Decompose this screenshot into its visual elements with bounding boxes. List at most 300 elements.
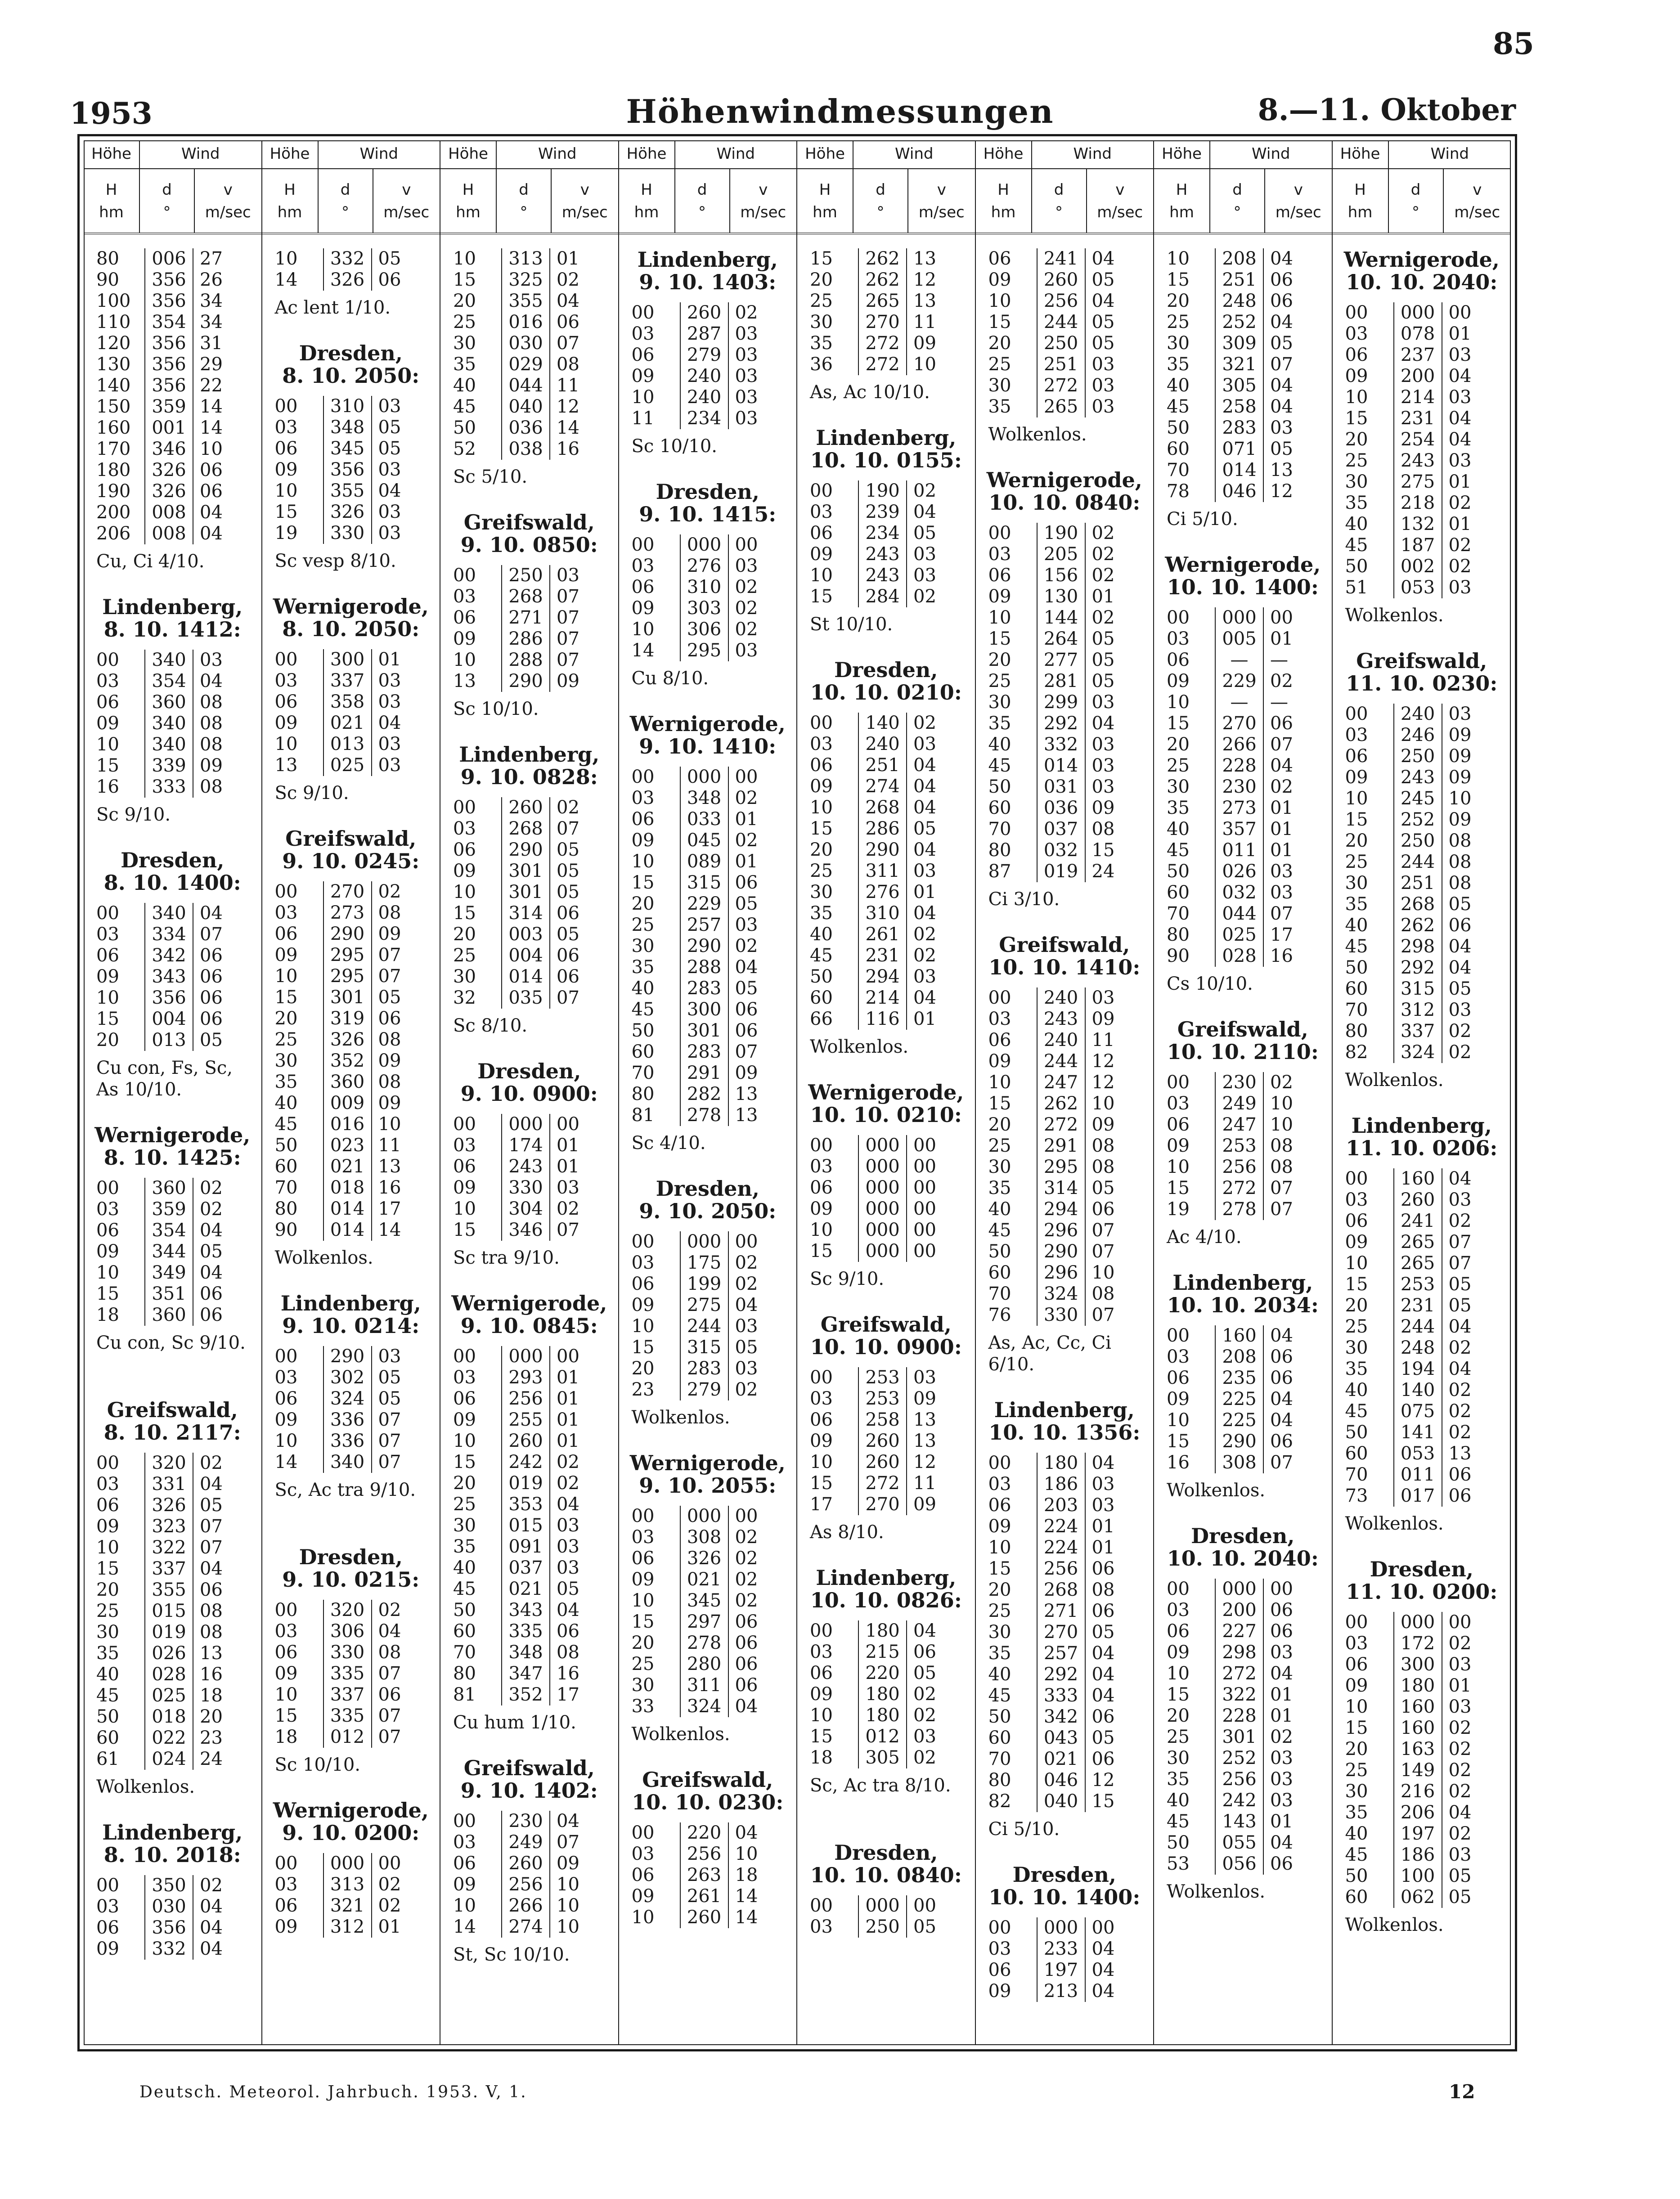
height-value: 09 bbox=[1345, 1232, 1368, 1252]
height-value: 87 bbox=[988, 861, 1011, 882]
header-wind: Wind bbox=[538, 145, 577, 163]
speed-value: 04 bbox=[1448, 1316, 1472, 1337]
height-value: 09 bbox=[631, 1295, 655, 1315]
header-wind: Wind bbox=[895, 145, 934, 163]
direction-value: 026 bbox=[144, 1643, 193, 1664]
speed-value: 01 bbox=[557, 1431, 579, 1451]
data-row bbox=[1333, 1760, 1511, 1781]
direction-value: 046 bbox=[1215, 481, 1264, 502]
height-value: 60 bbox=[96, 1728, 119, 1748]
height-value: 06 bbox=[274, 691, 298, 712]
header-d: d bbox=[1054, 181, 1064, 199]
height-value: 60 bbox=[1345, 1887, 1368, 1907]
height-value: 50 bbox=[274, 1135, 298, 1156]
data-row bbox=[1154, 607, 1332, 628]
direction-value: 300 bbox=[1393, 1654, 1442, 1675]
data-row bbox=[84, 966, 261, 987]
direction-value: 045 bbox=[680, 830, 729, 851]
speed-value: 04 bbox=[1092, 1939, 1115, 1959]
direction-value: 311 bbox=[858, 861, 907, 882]
height-value: 25 bbox=[1345, 450, 1368, 471]
direction-value: 268 bbox=[1037, 1580, 1086, 1601]
height-value: 40 bbox=[1345, 915, 1368, 936]
height-value: 25 bbox=[96, 1601, 119, 1621]
direction-value: 349 bbox=[144, 1262, 193, 1283]
speed-value: 02 bbox=[1092, 565, 1115, 586]
speed-value: 08 bbox=[1092, 1157, 1115, 1177]
data-row bbox=[262, 502, 440, 523]
speed-value: 07 bbox=[378, 1727, 401, 1747]
data-row bbox=[976, 1728, 1154, 1749]
data-row bbox=[619, 1633, 797, 1654]
height-value: 20 bbox=[96, 1580, 119, 1600]
speed-value: 03 bbox=[378, 502, 401, 522]
direction-value: 256 bbox=[501, 1874, 550, 1895]
data-row bbox=[976, 1262, 1154, 1283]
speed-value: 02 bbox=[1448, 1823, 1472, 1844]
height-value: 10 bbox=[631, 619, 655, 640]
direction-value: 355 bbox=[144, 1580, 193, 1601]
height-value: 50 bbox=[988, 776, 1011, 797]
data-row bbox=[440, 1156, 618, 1177]
data-row bbox=[84, 481, 261, 502]
data-row bbox=[440, 565, 618, 586]
speed-value: 02 bbox=[1270, 1072, 1293, 1093]
data-row bbox=[1154, 1325, 1332, 1346]
direction-value: 339 bbox=[144, 755, 193, 776]
station-entry bbox=[84, 248, 261, 572]
height-value: 70 bbox=[453, 1642, 476, 1663]
data-row bbox=[619, 1654, 797, 1675]
height-value: 10 bbox=[810, 1452, 833, 1472]
data-row bbox=[1333, 387, 1511, 408]
data-row bbox=[262, 902, 440, 924]
height-value: 80 bbox=[988, 840, 1011, 861]
speed-value: 02 bbox=[200, 1178, 223, 1198]
height-value: 160 bbox=[96, 417, 131, 438]
cloud-note: Wolkenlos. bbox=[1345, 1070, 1444, 1091]
height-value: 25 bbox=[631, 1654, 655, 1674]
speed-value: 08 bbox=[1092, 1580, 1115, 1600]
data-row bbox=[1333, 514, 1511, 535]
direction-value: 252 bbox=[1393, 809, 1442, 830]
direction-value: 348 bbox=[323, 417, 372, 438]
speed-value: 04 bbox=[1448, 936, 1472, 957]
speed-value: 02 bbox=[1092, 607, 1115, 628]
height-value: 06 bbox=[1167, 650, 1190, 670]
height-value: 19 bbox=[274, 523, 298, 543]
height-value: 50 bbox=[810, 966, 833, 987]
height-value: 06 bbox=[810, 755, 833, 776]
direction-value: 014 bbox=[1037, 755, 1086, 776]
speed-value: 04 bbox=[1448, 1168, 1472, 1189]
data-row bbox=[619, 387, 797, 408]
height-value: 03 bbox=[810, 1642, 833, 1662]
direction-value: 011 bbox=[1215, 840, 1264, 861]
direction-value: 239 bbox=[858, 502, 907, 523]
station-name: Wernigerode, bbox=[808, 1080, 964, 1104]
direction-value: 030 bbox=[501, 333, 550, 354]
data-row bbox=[262, 438, 440, 459]
speed-value: 04 bbox=[913, 903, 936, 924]
data-row bbox=[1154, 1452, 1332, 1473]
speed-value: 09 bbox=[1448, 746, 1472, 767]
speed-value: 05 bbox=[1092, 269, 1115, 290]
direction-value: 295 bbox=[1037, 1157, 1086, 1178]
speed-value: 06 bbox=[1270, 1853, 1293, 1874]
speed-value: 09 bbox=[1092, 1114, 1115, 1135]
data-row bbox=[440, 439, 618, 460]
height-value: 14 bbox=[274, 1452, 298, 1472]
height-value: 45 bbox=[453, 1579, 476, 1599]
direction-value: 243 bbox=[1393, 767, 1442, 788]
direction-value: 356 bbox=[144, 987, 193, 1009]
speed-value: 04 bbox=[1270, 1832, 1293, 1853]
height-value: 06 bbox=[274, 438, 298, 459]
direction-value: 194 bbox=[1393, 1359, 1442, 1380]
direction-value: 018 bbox=[323, 1177, 372, 1198]
direction-value: 230 bbox=[1215, 1072, 1264, 1093]
speed-value: 03 bbox=[735, 1358, 758, 1379]
speed-value: 09 bbox=[735, 1063, 758, 1083]
speed-value: 02 bbox=[1092, 523, 1115, 543]
direction-value: 000 bbox=[680, 534, 729, 556]
speed-value: 11 bbox=[913, 312, 936, 332]
data-row bbox=[619, 1675, 797, 1696]
station-name: Dresden, bbox=[1012, 1862, 1116, 1887]
height-value: 82 bbox=[1345, 1042, 1368, 1063]
height-value: 09 bbox=[274, 713, 298, 733]
direction-value: 261 bbox=[680, 1886, 729, 1907]
direction-value: 220 bbox=[858, 1663, 907, 1684]
data-row bbox=[84, 1601, 261, 1622]
header-hm: hm bbox=[991, 203, 1016, 221]
data-row bbox=[440, 1135, 618, 1156]
direction-value: 019 bbox=[1037, 861, 1086, 882]
height-value: 10 bbox=[1167, 1663, 1190, 1684]
station-time: 10. 10. 2040: bbox=[1167, 1546, 1319, 1571]
data-row bbox=[440, 1621, 618, 1642]
height-value: 06 bbox=[988, 248, 1011, 269]
speed-value: 02 bbox=[1448, 1633, 1472, 1654]
height-value: 45 bbox=[1167, 840, 1190, 861]
speed-value: 02 bbox=[1448, 1760, 1472, 1781]
direction-value: 260 bbox=[501, 797, 550, 818]
data-row bbox=[797, 755, 975, 776]
direction-value: 326 bbox=[144, 1495, 193, 1516]
height-value: 10 bbox=[1345, 788, 1368, 809]
direction-value: 186 bbox=[1393, 1844, 1442, 1866]
direction-value: 355 bbox=[501, 291, 550, 312]
data-row bbox=[1333, 556, 1511, 577]
height-value: 25 bbox=[988, 354, 1011, 375]
height-value: 40 bbox=[810, 924, 833, 945]
speed-value: 02 bbox=[735, 619, 758, 640]
direction-value: 333 bbox=[1037, 1685, 1086, 1706]
speed-value: — bbox=[1270, 692, 1288, 713]
station-time: 10. 10. 0210: bbox=[810, 1103, 962, 1127]
speed-value: 02 bbox=[735, 830, 758, 851]
speed-value: 07 bbox=[735, 1041, 758, 1062]
speed-value: 01 bbox=[1092, 586, 1115, 607]
height-value: 06 bbox=[810, 523, 833, 543]
direction-value: 273 bbox=[1215, 798, 1264, 819]
speed-value: 07 bbox=[378, 1705, 401, 1726]
height-value: 09 bbox=[274, 459, 298, 480]
height-value: 10 bbox=[810, 1220, 833, 1240]
header-v: v bbox=[1115, 181, 1125, 199]
direction-value: 308 bbox=[680, 1527, 729, 1548]
direction-value: 000 bbox=[680, 1506, 729, 1527]
data-row bbox=[1333, 1380, 1511, 1401]
speed-value: 03 bbox=[735, 1316, 758, 1337]
speed-value: 03 bbox=[1448, 387, 1472, 408]
direction-value: 320 bbox=[144, 1453, 193, 1474]
data-row bbox=[84, 1537, 261, 1558]
speed-value: 07 bbox=[378, 945, 401, 965]
data-row bbox=[1333, 471, 1511, 493]
height-value: 30 bbox=[274, 1050, 298, 1071]
speed-value: 00 bbox=[735, 1506, 758, 1526]
speed-value: 13 bbox=[735, 1084, 758, 1104]
height-value: 10 bbox=[810, 1705, 833, 1726]
direction-value: 004 bbox=[501, 945, 550, 966]
speed-value: 05 bbox=[200, 1495, 223, 1516]
height-value: 00 bbox=[274, 1853, 298, 1874]
speed-value: 14 bbox=[200, 417, 223, 438]
direction-value: 014 bbox=[1215, 460, 1264, 481]
direction-value: 301 bbox=[323, 987, 372, 1008]
header-deg: ° bbox=[520, 203, 528, 221]
speed-value: 12 bbox=[557, 396, 579, 417]
speed-value: 02 bbox=[1448, 1021, 1472, 1041]
direction-value: 283 bbox=[680, 1041, 729, 1063]
data-row bbox=[84, 417, 261, 439]
station-name: Greifswald, bbox=[463, 1756, 595, 1780]
direction-value: 283 bbox=[680, 978, 729, 999]
header-hoehe: Höhe bbox=[1162, 145, 1202, 163]
height-value: 80 bbox=[96, 248, 119, 269]
height-value: 25 bbox=[988, 1135, 1011, 1156]
column-body bbox=[84, 248, 261, 2045]
station-name: Greifswald, bbox=[820, 1312, 952, 1337]
data-row bbox=[976, 1664, 1154, 1685]
speed-value: 05 bbox=[913, 1916, 936, 1937]
data-row bbox=[619, 1527, 797, 1548]
data-row bbox=[976, 1770, 1154, 1791]
data-row bbox=[262, 881, 440, 902]
height-value: 10 bbox=[453, 1198, 476, 1219]
speed-value: 08 bbox=[200, 734, 223, 755]
data-row bbox=[976, 1580, 1154, 1601]
speed-value: 08 bbox=[200, 692, 223, 713]
direction-value: 000 bbox=[858, 1177, 907, 1198]
speed-value: 01 bbox=[1270, 1684, 1293, 1705]
speed-value: 06 bbox=[1448, 1485, 1472, 1506]
direction-value: 000 bbox=[858, 1220, 907, 1241]
speed-value: 05 bbox=[1092, 671, 1115, 691]
data-row bbox=[619, 1020, 797, 1041]
header-deg: ° bbox=[1233, 203, 1241, 221]
direction-value: 228 bbox=[1215, 1705, 1264, 1727]
data-row bbox=[1154, 312, 1332, 333]
data-row bbox=[84, 945, 261, 966]
direction-value: 256 bbox=[680, 1844, 729, 1865]
data-row bbox=[1333, 429, 1511, 450]
header-wind: Wind bbox=[716, 145, 755, 163]
direction-value: 075 bbox=[1393, 1401, 1442, 1422]
data-row bbox=[262, 987, 440, 1008]
data-row bbox=[619, 1865, 797, 1886]
speed-value: 07 bbox=[200, 1537, 223, 1558]
cloud-note: Sc 5/10. bbox=[453, 467, 528, 487]
direction-value: 360 bbox=[144, 692, 193, 713]
speed-value: 16 bbox=[557, 439, 579, 459]
height-value: 15 bbox=[1345, 408, 1368, 429]
direction-value: 229 bbox=[1215, 671, 1264, 692]
height-value: 50 bbox=[1345, 1866, 1368, 1886]
speed-value: 05 bbox=[557, 1579, 579, 1599]
station-name: Lindenberg, bbox=[637, 247, 778, 272]
direction-value: 218 bbox=[1393, 493, 1442, 514]
speed-value: 01 bbox=[1448, 1675, 1472, 1696]
speed-value: 09 bbox=[1092, 1009, 1115, 1029]
height-value: 00 bbox=[274, 1346, 298, 1367]
data-row bbox=[84, 396, 261, 417]
header-hoehe: Höhe bbox=[1340, 145, 1380, 163]
speed-value: 04 bbox=[1448, 957, 1472, 978]
data-row bbox=[1333, 1696, 1511, 1718]
data-row bbox=[976, 650, 1154, 671]
height-value: 06 bbox=[1167, 1114, 1190, 1135]
direction-value: 247 bbox=[1215, 1114, 1264, 1135]
height-value: 15 bbox=[810, 1473, 833, 1494]
height-value: 00 bbox=[96, 1875, 119, 1896]
speed-value: 02 bbox=[557, 797, 579, 818]
speed-value: 03 bbox=[557, 1515, 579, 1536]
height-value: 09 bbox=[453, 861, 476, 881]
direction-value: 313 bbox=[501, 248, 550, 269]
speed-value: 06 bbox=[1448, 915, 1472, 936]
direction-value: 342 bbox=[144, 945, 193, 966]
data-row bbox=[619, 1231, 797, 1252]
speed-value: 02 bbox=[913, 713, 936, 733]
station-entry bbox=[797, 1081, 975, 1290]
speed-value: 04 bbox=[557, 291, 579, 311]
speed-value: 02 bbox=[913, 924, 936, 945]
height-value: 80 bbox=[1345, 1021, 1368, 1041]
data-row bbox=[1154, 1684, 1332, 1705]
station-entry bbox=[619, 248, 797, 457]
speed-value: 06 bbox=[1092, 1601, 1115, 1621]
speed-value: 02 bbox=[557, 269, 579, 290]
station-time: 10. 10. 2040: bbox=[1346, 270, 1498, 294]
direction-value: 311 bbox=[680, 1675, 729, 1696]
speed-value: 06 bbox=[735, 1675, 758, 1696]
data-row bbox=[1333, 345, 1511, 366]
height-value: 03 bbox=[1167, 1093, 1190, 1114]
speed-value: 08 bbox=[200, 1622, 223, 1643]
direction-value: 240 bbox=[1393, 704, 1442, 725]
direction-value: 312 bbox=[1393, 1000, 1442, 1021]
speed-value: 04 bbox=[1448, 366, 1472, 386]
direction-value: 348 bbox=[680, 788, 729, 809]
height-value: 15 bbox=[810, 1241, 833, 1261]
direction-value: 253 bbox=[858, 1388, 907, 1409]
speed-value: 01 bbox=[1448, 323, 1472, 344]
station-entry bbox=[262, 342, 440, 572]
height-value: 03 bbox=[96, 1199, 119, 1220]
data-row bbox=[84, 1453, 261, 1474]
speed-value: 00 bbox=[735, 767, 758, 787]
direction-value: 260 bbox=[858, 1431, 907, 1452]
direction-value: 331 bbox=[144, 1474, 193, 1495]
data-row bbox=[1154, 1157, 1332, 1178]
speed-value: 10 bbox=[1270, 1114, 1293, 1135]
direction-value: 274 bbox=[858, 776, 907, 797]
data-row bbox=[440, 628, 618, 650]
speed-value: 03 bbox=[1448, 1696, 1472, 1717]
direction-value: 243 bbox=[1037, 1009, 1086, 1030]
speed-value: 17 bbox=[557, 1684, 579, 1705]
speed-value: 04 bbox=[1270, 755, 1293, 776]
height-value: 50 bbox=[96, 1706, 119, 1727]
header-hoehe: Höhe bbox=[983, 145, 1024, 163]
speed-value: 07 bbox=[1448, 1253, 1472, 1274]
speed-value: 10 bbox=[557, 1895, 579, 1916]
height-value: 25 bbox=[453, 945, 476, 966]
height-value: 25 bbox=[1167, 312, 1190, 332]
header-divider bbox=[729, 169, 730, 233]
speed-value: 15 bbox=[1092, 840, 1115, 861]
speed-value: 04 bbox=[200, 1939, 223, 1959]
speed-value: 04 bbox=[1092, 248, 1115, 269]
data-row bbox=[1154, 819, 1332, 840]
direction-value: 268 bbox=[1393, 894, 1442, 915]
height-value: 10 bbox=[96, 987, 119, 1008]
height-value: 03 bbox=[96, 1896, 119, 1917]
speed-value: 18 bbox=[735, 1865, 758, 1885]
direction-value: 237 bbox=[1393, 345, 1442, 366]
speed-value: 04 bbox=[1270, 248, 1293, 269]
data-row bbox=[1333, 1274, 1511, 1295]
data-row bbox=[84, 1917, 261, 1939]
speed-value: 03 bbox=[378, 459, 401, 480]
data-row bbox=[1333, 1887, 1511, 1908]
height-value: 15 bbox=[96, 1558, 119, 1579]
cloud-note: As, Ac 10/10. bbox=[810, 382, 930, 403]
direction-value: 180 bbox=[1037, 1453, 1086, 1474]
data-row bbox=[84, 291, 261, 312]
data-row bbox=[976, 607, 1154, 628]
station-time: 11. 10. 0200: bbox=[1346, 1580, 1498, 1604]
speed-value: 05 bbox=[735, 978, 758, 999]
data-row bbox=[262, 1409, 440, 1431]
data-row bbox=[976, 734, 1154, 755]
speed-value: 01 bbox=[1270, 1705, 1293, 1726]
height-value: 00 bbox=[631, 302, 655, 323]
station-time: 8. 10. 1425: bbox=[103, 1145, 241, 1170]
direction-value: 244 bbox=[1037, 1051, 1086, 1072]
height-value: 130 bbox=[96, 354, 131, 375]
height-value: 09 bbox=[1345, 1675, 1368, 1696]
data-row bbox=[1154, 1114, 1332, 1135]
station-entry bbox=[84, 1821, 261, 1960]
direction-value: 334 bbox=[144, 924, 193, 945]
data-row bbox=[84, 312, 261, 333]
data-row bbox=[1154, 1600, 1332, 1621]
speed-value: 02 bbox=[913, 480, 936, 501]
